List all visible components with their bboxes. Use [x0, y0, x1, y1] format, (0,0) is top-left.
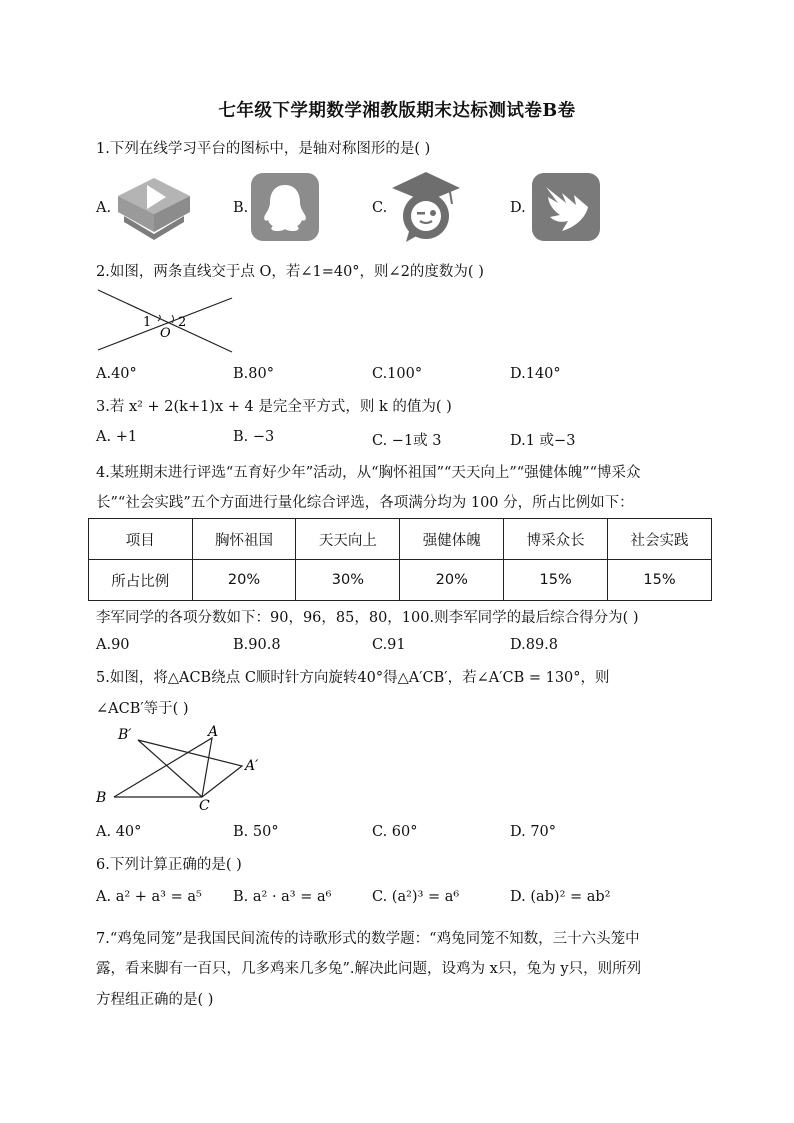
table-row: [89, 560, 712, 601]
table-cell: 强健体魄: [400, 519, 504, 560]
table-cell: 所占比例: [89, 560, 193, 601]
q3-stem: 3.若 x² + 2(k+1)x + 4 是完全平方式，则 k 的值为( ): [96, 399, 452, 415]
table-cell: 项目: [89, 519, 193, 560]
q4-after-table: 李军同学的各项分数如下：90，96，85，80，100.则李军同学的最后综合得分为( ): [96, 610, 639, 626]
q1-option-a: A.: [96, 200, 112, 216]
q4-option-c: C.91: [372, 637, 406, 653]
label-c: C: [199, 798, 210, 814]
q2-option-d: D.140°: [510, 366, 561, 382]
penguin-icon: [251, 173, 319, 241]
angle-1-label: 1: [143, 315, 152, 330]
label-b: B: [96, 790, 107, 806]
q3-option-c: C. −1或 3: [372, 433, 442, 449]
table-cell: 博采众长: [504, 519, 608, 560]
q1-option-b: B.: [233, 200, 249, 216]
score-ratio-table: [88, 518, 712, 601]
q1-option-d: D.: [510, 200, 526, 216]
page-title: 七年级下学期数学湘教版期末达标测试卷B卷: [218, 101, 576, 121]
q5-option-c: C. 60°: [372, 824, 418, 840]
label-b-prime: B′: [118, 727, 132, 743]
q4-stem-line1: 4.某班期末进行评选“五育好少年”活动，从“胸怀祖国”“天天向上”“强健体魄”“博采众: [96, 465, 641, 481]
table-cell: 20%: [192, 560, 296, 601]
q4-option-b: B.90.8: [233, 637, 281, 653]
q6-stem: 6.下列计算正确的是( ): [96, 857, 242, 873]
q5-option-a: A. 40°: [96, 824, 142, 840]
table-cell: 社会实践: [608, 519, 712, 560]
table-cell: 15%: [608, 560, 712, 601]
table-cell: 15%: [504, 560, 608, 601]
q2-stem-text: 2.如图，两条直线交于点 O，若∠1=40°，则∠2的度数为( ): [96, 264, 484, 280]
q6-option-d: D. (ab)² = ab²: [510, 889, 611, 905]
q4-stem-line2: 长”“社会实践”五个方面进行量化综合评选，各项满分均为 100 分，所占比例如下：: [96, 495, 634, 511]
q3-option-d: D.1 或−3: [510, 433, 576, 449]
q3-option-b: B. −3: [233, 429, 275, 445]
q2-option-a: A.40°: [96, 366, 137, 382]
q3-option-a: A. +1: [96, 429, 138, 445]
q2-option-c: C.100°: [372, 366, 423, 382]
label-a: A: [208, 724, 219, 740]
q4-option-d: D.89.8: [510, 637, 559, 653]
q2-stem: [96, 260, 484, 281]
play-cap-icon: [114, 172, 194, 244]
q5-stem-line2: ∠ACB′等于( ): [96, 701, 189, 717]
q5-option-d: D. 70°: [510, 824, 557, 840]
q7-line3: 方程组正确的是( ): [96, 992, 214, 1008]
q1-option-c: C.: [372, 200, 388, 216]
table-cell: 胸怀祖国: [192, 519, 296, 560]
wing-bird-icon: [532, 173, 600, 241]
graduation-face-icon: [390, 170, 462, 246]
q6-option-b: B. a² · a³ = a⁶: [233, 889, 332, 905]
q1-stem: 1.下列在线学习平台的图标中，是轴对称图形的是( ): [96, 141, 431, 157]
q5-stem-line1: 5.如图，将△ACB绕点 C顺时针方向旋转40°得△A′CB′，若∠A′CB = 130°，则: [96, 670, 610, 686]
table-cell: 天天向上: [296, 519, 400, 560]
q6-option-c: C. (a²)³ = a⁶: [372, 889, 460, 905]
table-cell: 30%: [296, 560, 400, 601]
q5-option-b: B. 50°: [233, 824, 279, 840]
table-cell: 20%: [400, 560, 504, 601]
table-header-row: [89, 519, 712, 560]
intersecting-lines-figure: [94, 284, 239, 358]
q6-option-a: A. a² + a³ = a⁵: [96, 889, 202, 905]
q7-line2: 露，看来脚有一百只，几多鸡来几多兔”.解决此问题，设鸡为 x只，兔为 y只，则所列: [96, 961, 642, 977]
label-a-prime: A′: [245, 758, 259, 774]
rotation-triangle-figure: [92, 722, 272, 814]
angle-2-label: 2: [178, 315, 187, 330]
q7-line1: 7.“鸡兔同笼”是我国民间流传的诗歌形式的数学题：“鸡兔同笼不知数，三十六头笼中: [96, 931, 640, 947]
q4-option-a: A.90: [96, 637, 130, 653]
q2-option-b: B.80°: [233, 366, 274, 382]
point-o-label: O: [160, 326, 171, 341]
